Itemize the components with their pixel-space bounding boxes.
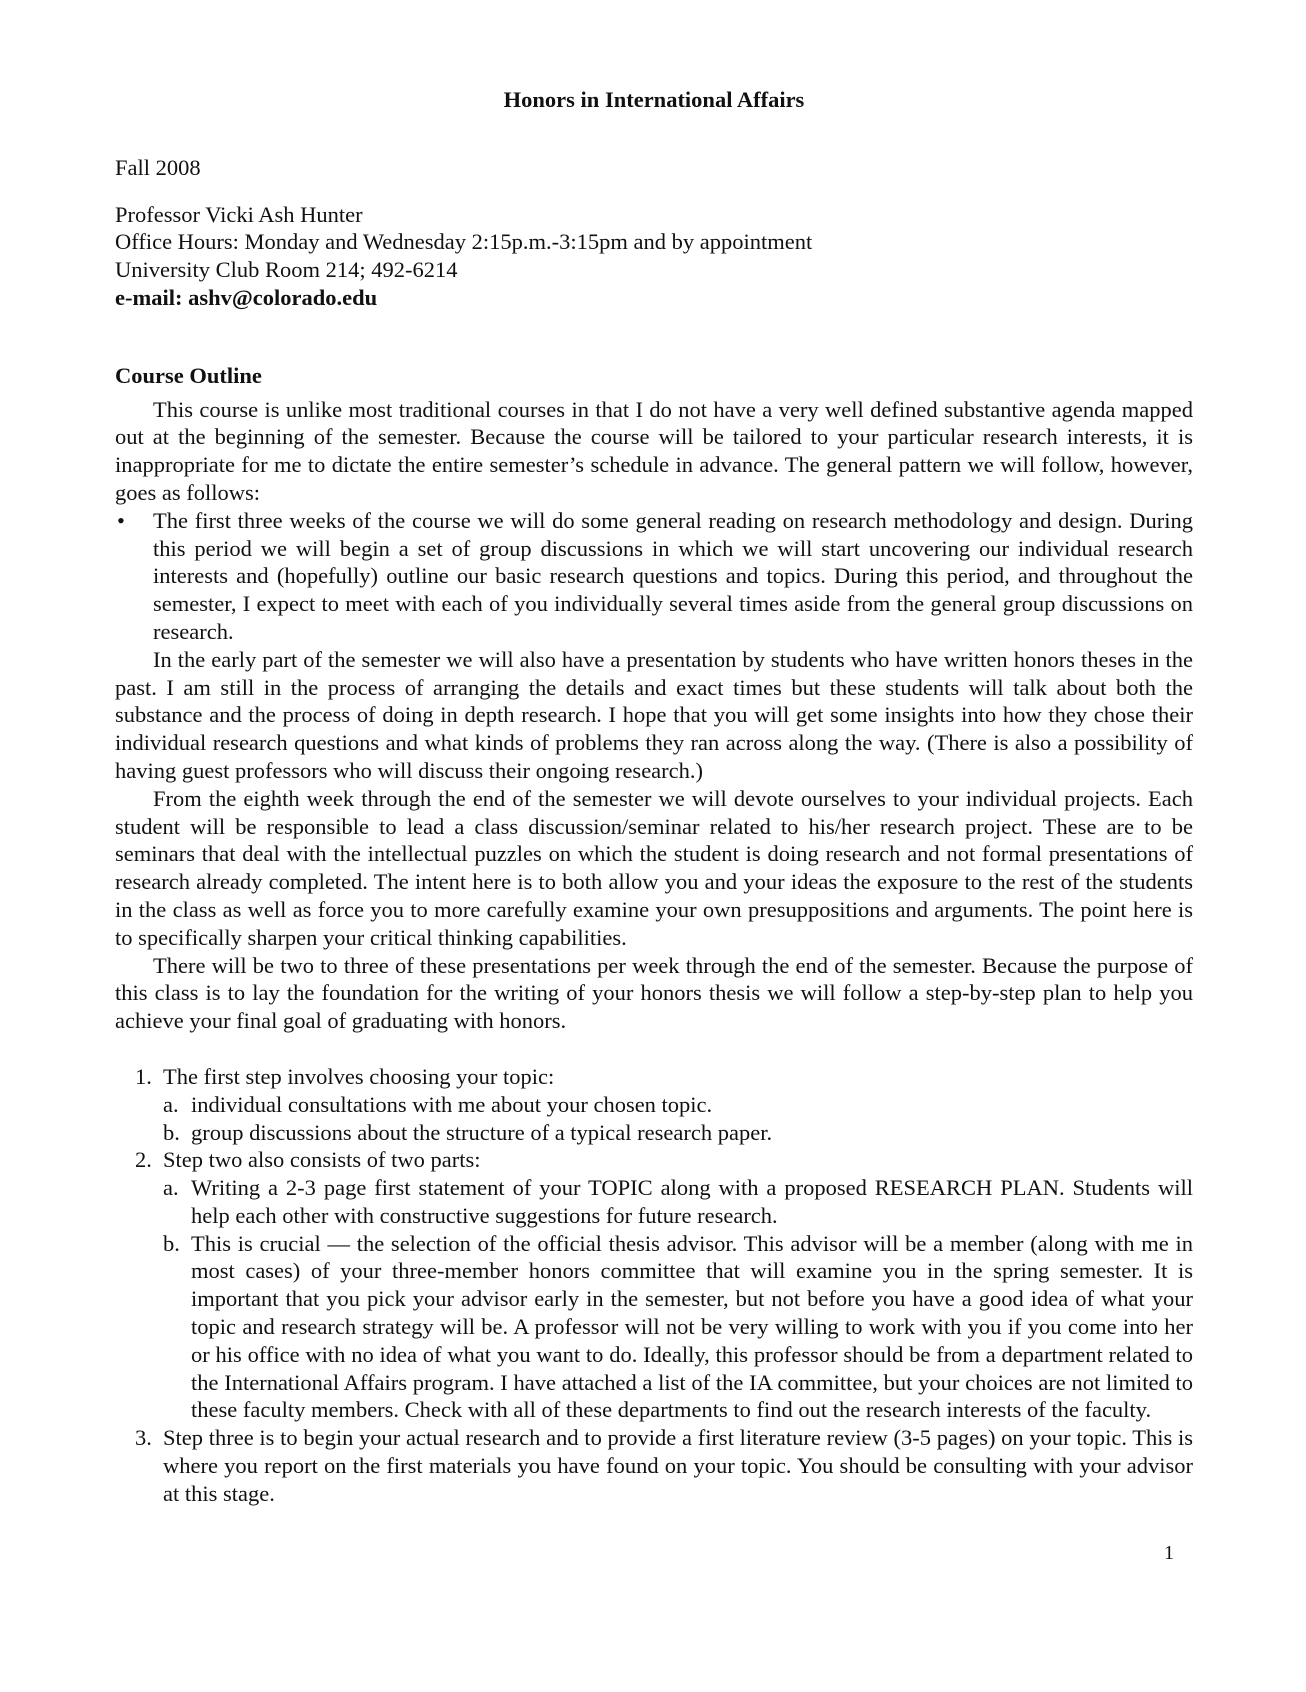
step-text: Step three is to begin your actual research and to provide a first literature review (3-5 pages) on your topic. This is where you report on the first materials you have found on your topic. You should be consulting with your advisor at this stage.	[163, 1425, 1193, 1506]
list-item	[163, 1091, 1193, 1119]
list-item	[163, 1230, 1193, 1425]
semester-label: Fall 2008	[115, 154, 201, 180]
presentations-schedule-paragraph: There will be two to three of these presentations per week through the end of the semester. Because the purpose of this class is to lay the foundation for the writing of your honors thesis we will follow a step-by-step plan to help you achieve your final goal of graduating with honors.	[115, 952, 1193, 1034]
list-item	[115, 1146, 1193, 1424]
step-number: 1.	[135, 1063, 152, 1089]
list-item	[163, 1174, 1193, 1230]
list-item	[115, 1424, 1193, 1507]
bullet-icon: •	[117, 507, 125, 533]
step-number: 2.	[135, 1147, 152, 1173]
step-text: Step two also consists of two parts:	[163, 1147, 481, 1173]
office-location: University Club Room 214; 492-6214	[115, 257, 458, 283]
office-hours: Office Hours: Monday and Wednesday 2:15p.m.-3:15pm and by appointment	[115, 229, 813, 255]
substep-text: Writing a 2-3 page first statement of your TOPIC along with a proposed RESEARCH PLAN. Students will help each other with constructive suggestions for future research.	[191, 1175, 1193, 1228]
bullet-text: The first three weeks of the course we will do some general reading on research methodology and design. During this period we will begin a set of group discussions in which we will start uncovering our individual research interests and (hopefully) outline our basic research questions and topics. During this period, and throughout the semester, I expect to meet with each of you individually several times aside from the general group discussions on research.	[153, 507, 1193, 644]
course-outline-heading: Course Outline	[115, 362, 262, 388]
course-intro-paragraph: This course is unlike most traditional courses in that I do not have a very well defined substantive agenda mapped out at the beginning of the semester. Because the course will be tailored to your particular research interests, it is inappropriate for me to dictate the entire semester’s schedule in advance. The general pattern we will follow, however, goes as follows:	[115, 396, 1193, 505]
page-number: 1	[1164, 1542, 1174, 1564]
list-item	[115, 1063, 1193, 1146]
list-item	[115, 507, 1193, 646]
document-body	[115, 86, 1193, 1508]
substeps-list	[163, 1091, 1193, 1147]
substep-letter: a.	[163, 1091, 179, 1117]
step-text: The first step involves choosing your topic:	[163, 1063, 555, 1089]
substep-letter: b.	[163, 1230, 180, 1256]
list-item	[163, 1119, 1193, 1147]
document-title: Honors in International Affairs	[503, 87, 805, 112]
substep-text: This is crucial — the selection of the official thesis advisor. This advisor will be a member (along with me in most cases) of your three-member honors committee that will examine you in the spring semester. It is important that you pick your advisor early in the semester, but not before you have a good idea of what your topic and research strategy will be. A professor will not be very willing to work with you if you come into her or his office with no idea of what you want to do. Ideally, this professor should be from a department related to the International Affairs program. I have attached a list of the IA committee, but your choices are not limited to these faculty members. Check with all of these departments to find out the research interests of the faculty.	[191, 1230, 1193, 1423]
email-address: e-mail: ashv@colorado.edu	[115, 284, 378, 310]
steps-list	[115, 1063, 1193, 1508]
professor-name: Professor Vicki Ash Hunter	[115, 201, 363, 227]
substep-text: individual consultations with me about your chosen topic.	[191, 1091, 713, 1117]
substeps-list	[163, 1174, 1193, 1424]
outline-bullet-list	[115, 507, 1193, 646]
step-number: 3.	[135, 1425, 152, 1451]
contact-block	[115, 201, 1193, 312]
substep-letter: b.	[163, 1119, 180, 1145]
substep-text: group discussions about the structure of a typical research paper.	[191, 1119, 773, 1145]
substep-letter: a.	[163, 1175, 179, 1201]
individual-projects-paragraph: From the eighth week through the end of the semester we will devote ourselves to your individual projects. Each student will be responsible to lead a class discussion/seminar related to his/her research project. These are to be seminars that deal with the intellectual puzzles on which the student is doing research and not formal presentations of research already completed. The intent here is to both allow you and your ideas the exposure to the rest of the students in the class as well as force you to more carefully examine your own presuppositions and arguments. The point here is to specifically sharpen your critical thinking capabilities.	[115, 785, 1193, 950]
honors-presentation-paragraph: In the early part of the semester we will also have a presentation by students who have written honors theses in the past. I am still in the process of arranging the details and exact times but these students will talk about both the substance and the process of doing in depth research. I hope that you will get some insights into how they chose their individual research questions and what kinds of problems they ran across along the way. (There is also a possibility of having guest professors who will discuss their ongoing research.)	[115, 646, 1193, 783]
